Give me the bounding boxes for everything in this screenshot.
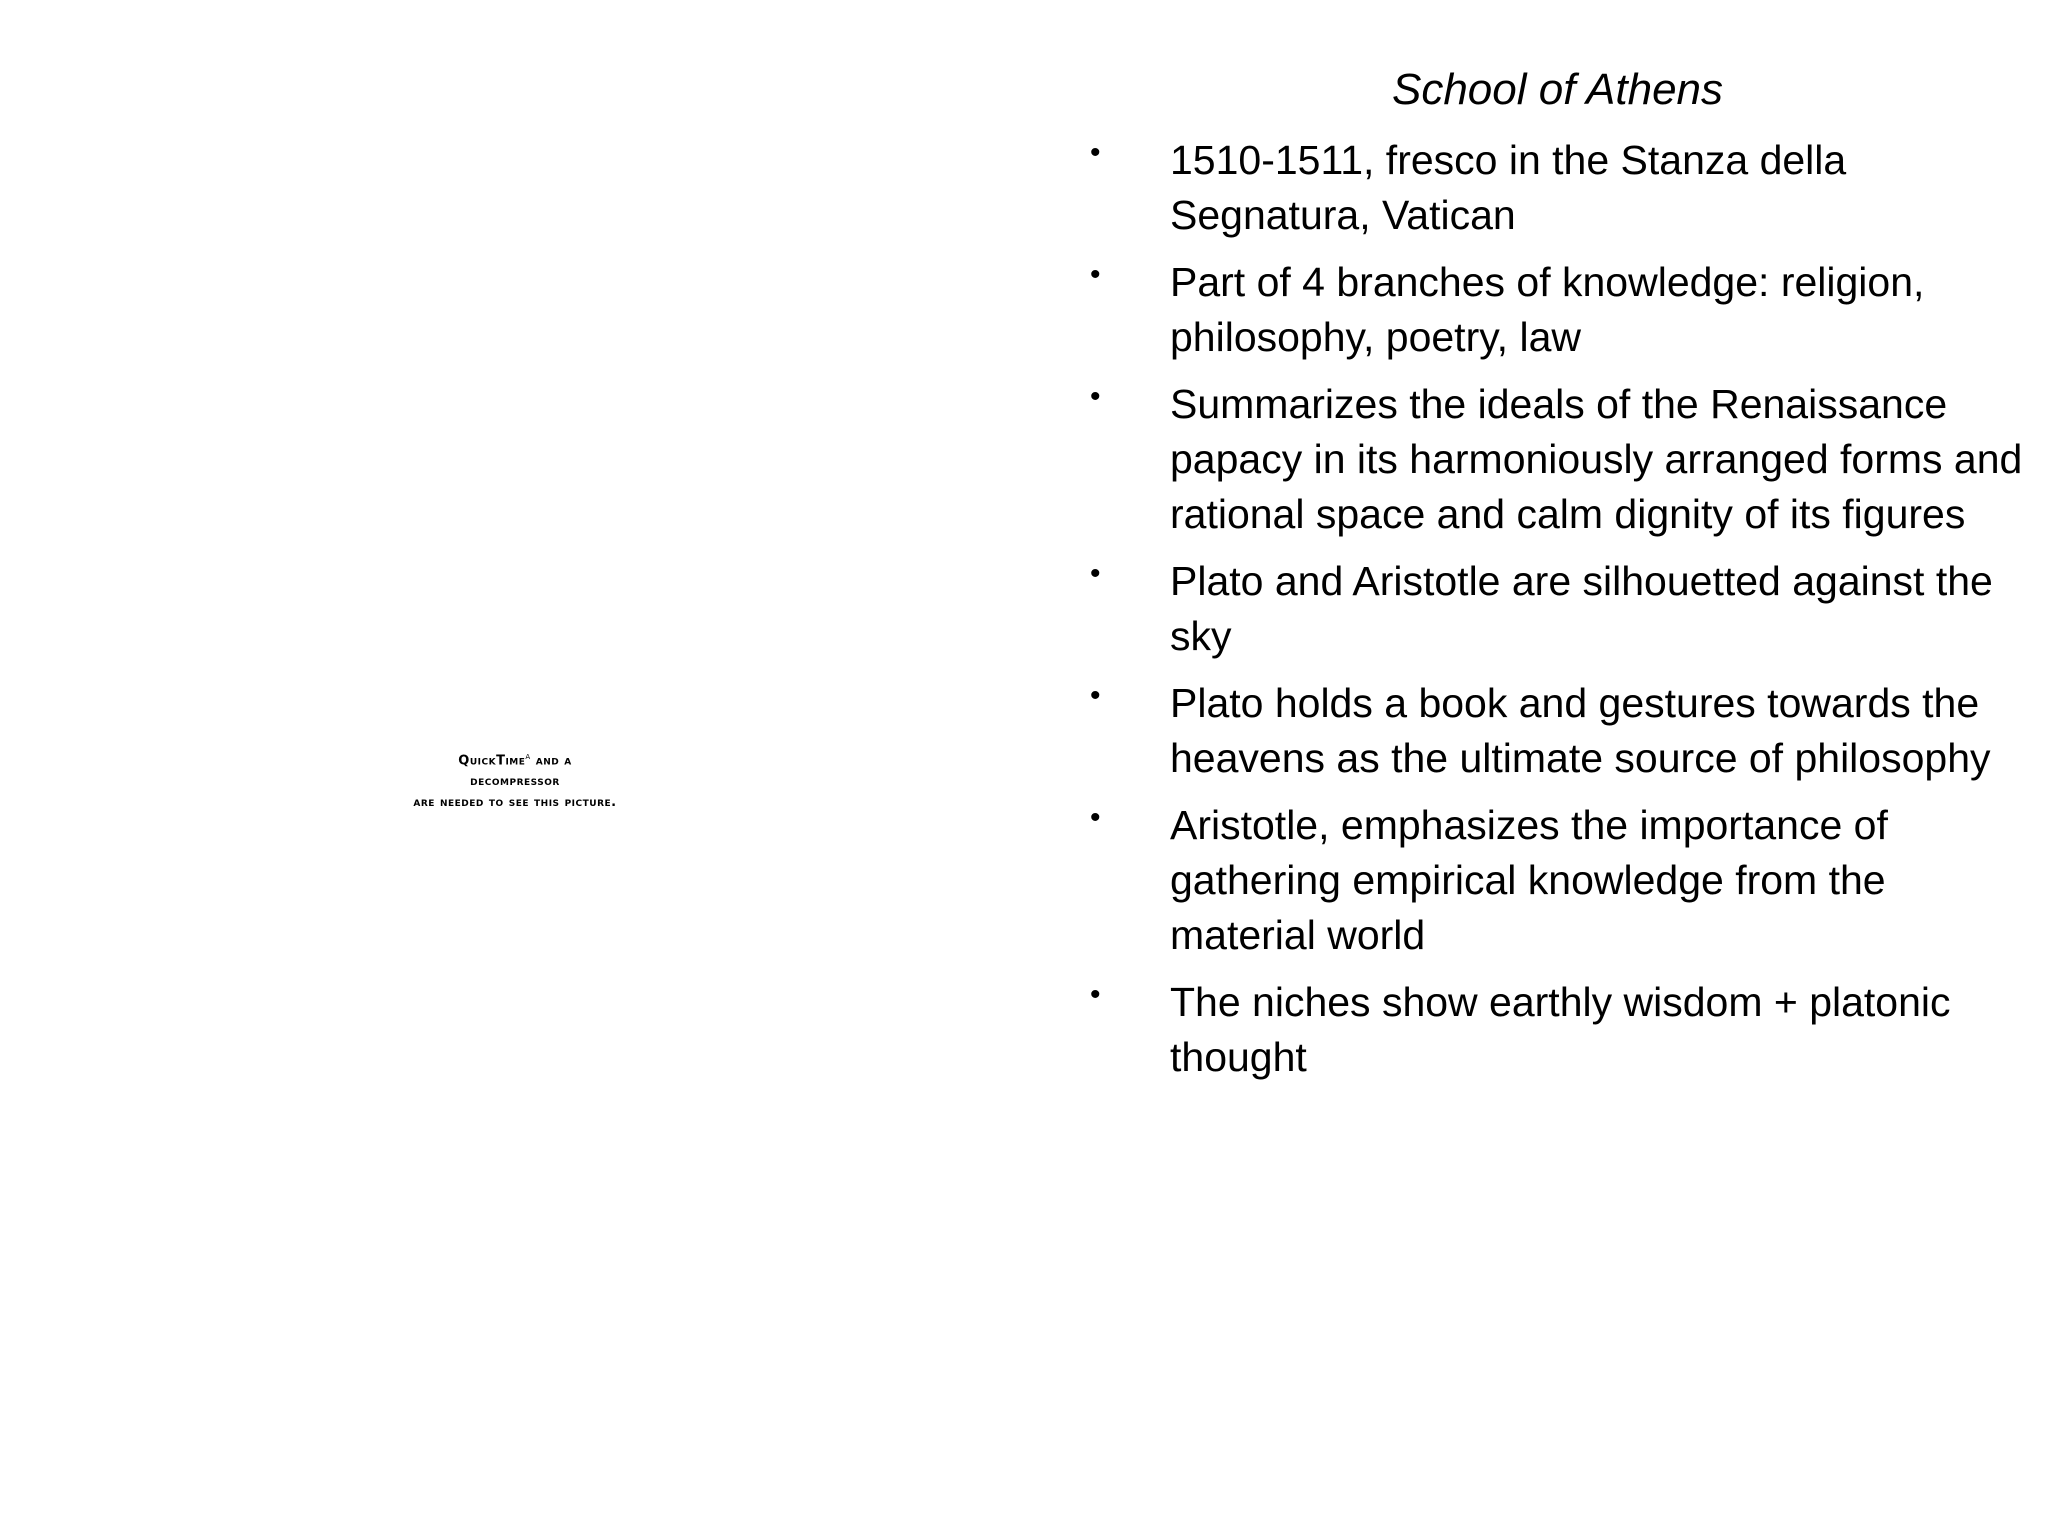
bullet-text: Part of 4 branches of knowledge: religion, philosophy, poetry, law — [1170, 259, 1925, 360]
bullet-icon: • — [1090, 136, 1101, 169]
bullet-icon: • — [1090, 380, 1101, 413]
bullet-text: Aristotle, emphasizes the importance of gathering empirical knowledge from the material world — [1170, 802, 1888, 958]
bullet-text: The niches show earthly wisdom + platonic thought — [1170, 979, 1951, 1080]
bullet-text: Summarizes the ideals of the Renaissance papacy in its harmoniously arranged forms and rational space and calm dignity of its figures — [1170, 381, 2023, 537]
placeholder-line-1: QuickTime$^a$ and a — [458, 751, 572, 769]
missing-image-placeholder — [330, 746, 700, 813]
bullet-list — [1090, 133, 2030, 1097]
bullet-icon: • — [1090, 557, 1101, 590]
bullet-item — [1090, 975, 2030, 1085]
bullet-item — [1090, 798, 2030, 963]
bullet-item — [1090, 133, 2030, 243]
bullet-text: Plato and Aristotle are silhouetted against the sky — [1170, 558, 1993, 659]
bullet-text: 1510-1511, fresco in the Stanza della Segnatura, Vatican — [1170, 137, 1847, 238]
bullet-icon: • — [1090, 679, 1101, 712]
bullet-item — [1090, 377, 2030, 542]
placeholder-line-2: decompressor — [470, 774, 560, 790]
bullet-icon: • — [1090, 258, 1101, 291]
bullet-icon: • — [1090, 801, 1101, 834]
slide-title: School of Athens — [1391, 65, 1724, 114]
bullet-item — [1090, 554, 2030, 664]
bullet-text: Plato holds a book and gestures towards the heavens as the ultimate source of philosophy — [1170, 680, 1991, 781]
bullet-item — [1090, 676, 2030, 786]
placeholder-line-3: are needed to see this picture. — [413, 795, 617, 811]
bullet-item — [1090, 255, 2030, 365]
bullet-icon: • — [1090, 978, 1101, 1011]
